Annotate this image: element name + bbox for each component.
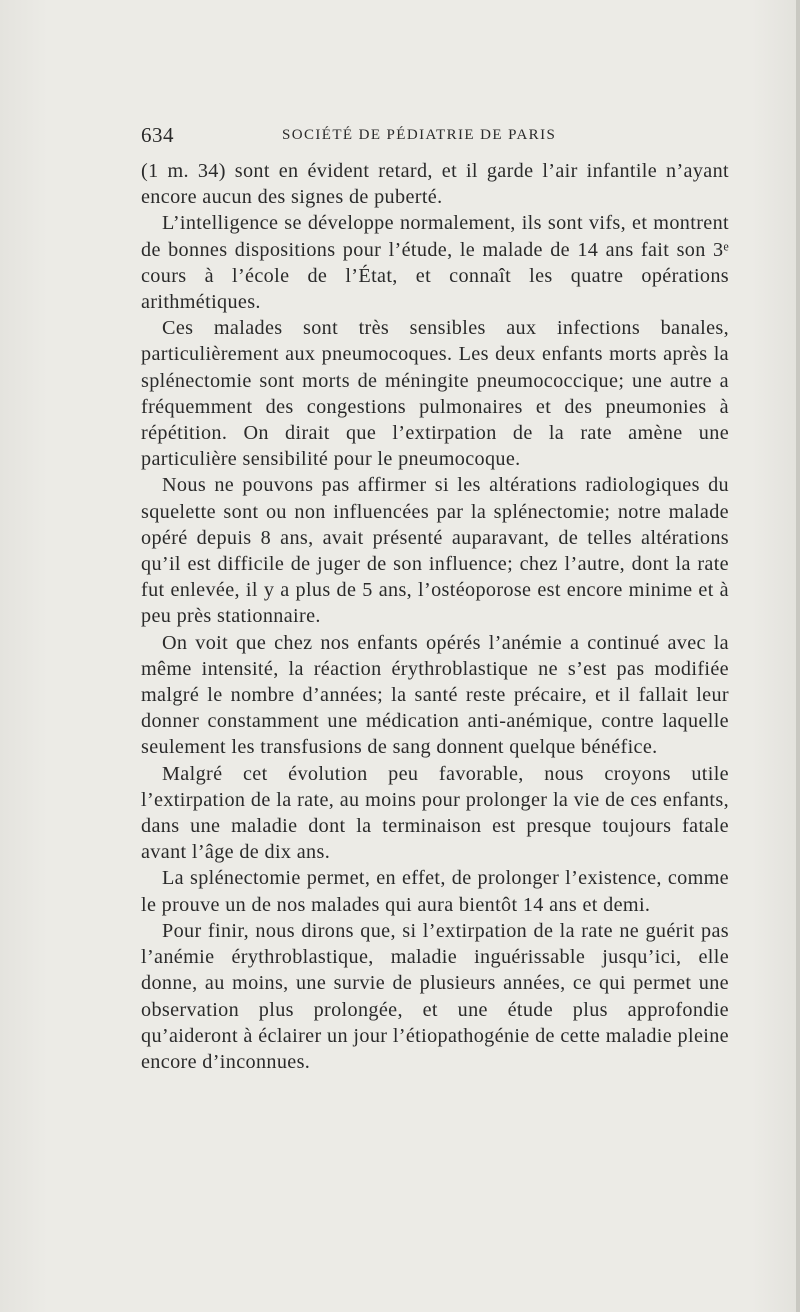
paragraph-infections: Ces malades sont très sensibles aux infections banales, particulièrement aux pneumocoques. Les deux enfants morts après la splénectomie sont morts de méningite pneumococcique; une autre a fréquemment des congestions pulmonaires et des pneumonies à répétition. On dirait que l’extirpation de la rate amène une particulière sensibilité pour le pneumocoque. xyxy=(141,317,729,471)
paragraph-conclusion: Pour finir, nous dirons que, si l’extirpation de la rate ne guérit pas l’anémie érythroblastique, maladie inguérissable jusqu’ici, elle donne, au moins, une survie de plusieurs années, ce qui permet une observation plus prolongée, et une étude plus approfondie qu’aideront à éclairer un jour l’étiopathogénie de cette maladie pleine encore d’inconnues. xyxy=(141,919,729,1073)
page-number: 634 xyxy=(141,123,174,147)
paragraph-splenectomy: La splénectomie permet, en effet, de prolonger l’existence, comme le prouve un de nos malades qui aura bientôt 14 ans et demi. xyxy=(141,867,729,916)
page-header xyxy=(141,123,729,147)
page-edge xyxy=(796,0,800,1312)
paragraph-evolution: Malgré cet évolution peu favorable, nous croyons utile l’extirpation de la rate, au moins pour prolonger la vie de ces enfants, dans une maladie dont la terminaison est presque toujours fatale avant l’âge de dix ans. xyxy=(141,762,729,864)
paragraph-continuation: (1 m. 34) sont en évident retard, et il garde l’air infantile n’ayant encore aucun des signes de puberté. xyxy=(141,160,729,209)
paragraph-intelligence: L’intelligence se développe normalement, ils sont vifs, et montrent de bonnes dispositions pour l’étude, le malade de 14 ans fait son 3ᵉ cours à l’école de l’État, et connaît les quatre opérations arithmétiques. xyxy=(141,212,729,314)
running-title: SOCIÉTÉ DE PÉDIATRIE DE PARIS xyxy=(282,127,557,143)
body-text xyxy=(141,158,729,1075)
paragraph-anemia: On voit que chez nos enfants opérés l’anémie a continué avec la même intensité, la réaction érythroblastique ne s’est pas modifiée malgré le nombre d’années; la santé reste précaire, et il fallait leur donner constamment une médication anti-anémique, contre laquelle seulement les transfusions de sang donnent quelque bénéfice. xyxy=(141,631,729,759)
paragraph-radiological: Nous ne pouvons pas affirmer si les altérations radiologiques du squelette sont ou non influencées par la splénectomie; notre malade opéré depuis 8 ans, avait présenté auparavant, de telles altérations qu’il est difficile de juger de son influence; chez l’autre, dont la rate fut enlevée, il y a plus de 5 ans, l’ostéoporose est encore minime et à peu près stationnaire. xyxy=(141,474,729,628)
